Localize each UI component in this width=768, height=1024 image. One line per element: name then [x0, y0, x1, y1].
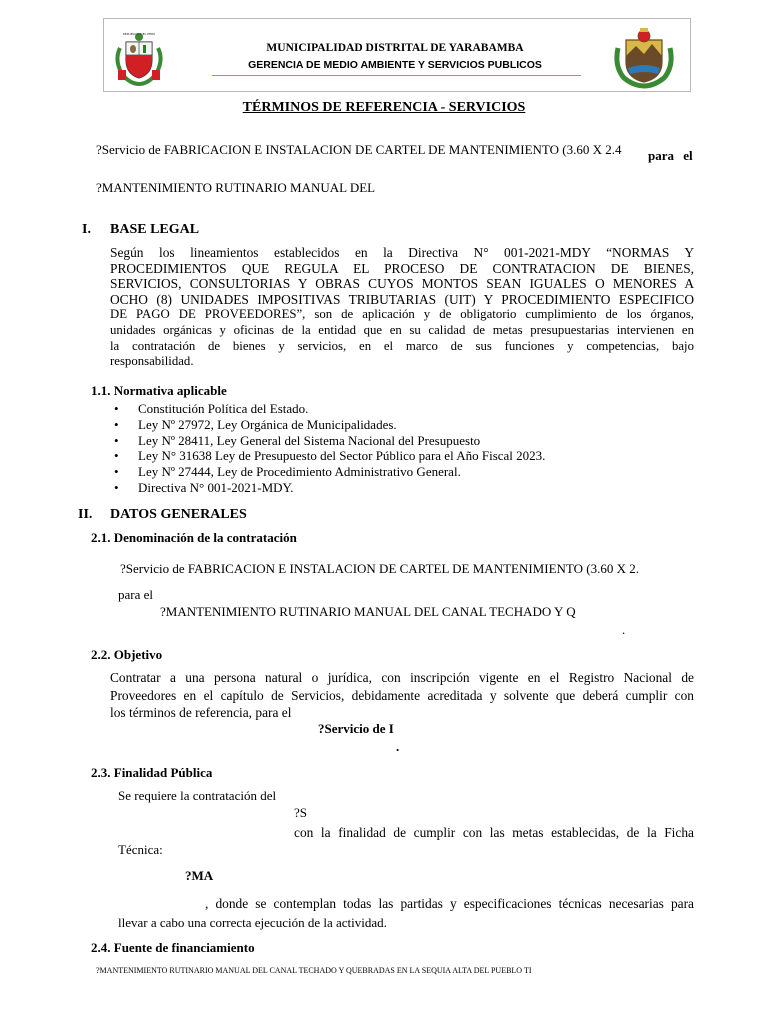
paragraph-line: Según los lineamientos establecidos en la Directiva N° 001-2021-MDY “NORMAS Y: [110, 245, 694, 260]
subsection-title-normativa: 1.1. Normativa aplicable: [91, 383, 227, 398]
paragraph-line: , donde se contemplan todas las partidas y especificaciones técnicas necesarias para: [205, 896, 694, 911]
subsection-title-denominacion: 2.1. Denominación de la contratación: [91, 530, 297, 545]
list-item: • Directiva N° 001-2021-MDY.: [112, 480, 545, 496]
period-mark: .: [622, 622, 626, 637]
maintenance-description-line: ?MANTENIMIENTO RUTINARIO MANUAL DEL: [96, 180, 376, 195]
finalidad-line: Técnica:: [118, 842, 163, 857]
section-title-datos-generales: DATOS GENERALES: [110, 507, 247, 522]
finalidad-line: Se requiere la contratación del: [118, 788, 277, 803]
service-fragment: ?Servicio de I: [318, 721, 394, 736]
header-divider: [212, 75, 581, 76]
list-item: • Ley Nº 27972, Ley Orgánica de Municipalidades.: [112, 417, 545, 433]
base-legal-paragraph: [110, 245, 694, 370]
service-description-line: ?Servicio de FABRICACION E INSTALACION DE CARTEL DE MANTENIMIENTO (3.60 X 2.4: [96, 142, 622, 157]
maintenance-fragment: ?MA: [185, 868, 214, 883]
period-mark: .: [396, 739, 400, 754]
list-item: • Ley Nº 28411, Ley General del Sistema Nacional del Presupuesto: [112, 433, 545, 449]
municipality-name: MUNICIPALIDAD DISTRITAL DE YARABAMBA: [266, 42, 524, 54]
paragraph-line: DE PAGO DE PROVEEDORES”, son de aplicación y de obligatorio cumplimiento de los órganos,: [110, 307, 694, 322]
subsection-title-finalidad: 2.3. Finalidad Pública: [91, 765, 213, 780]
finalidad-line: [205, 896, 694, 912]
paragraph-line: SERVICIOS, CONSULTORIAS Y OBRAS CUYOS MONTOS SEAN IGUALES O MENORES A: [110, 276, 694, 292]
svg-text:REPUBLICA DEL PERU: REPUBLICA DEL PERU: [122, 32, 156, 36]
maintenance-description-line: ?MANTENIMIENTO RUTINARIO MANUAL DEL CANAL TECHADO Y Q: [160, 604, 576, 619]
section-number: I.: [82, 222, 91, 237]
section-title-base-legal: BASE LEGAL: [110, 222, 200, 237]
service-description-line: ?Servicio de FABRICACION E INSTALACION DE CARTEL DE MANTENIMIENTO (3.60 X 2.: [120, 561, 639, 576]
paragraph-line: unidades orgánicas y oficinas de la entidad que en su calidad de metas presupuestarias intervienen en: [110, 322, 694, 337]
page-footer: ?MANTENIMIENTO RUTINARIO MANUAL DEL CANAL TECHADO Y QUEBRADAS EN LA SEQUIA ALTA DEL PUEBLO TI: [96, 966, 532, 975]
para-el-text: para el: [648, 148, 693, 163]
section-number: II.: [78, 507, 93, 522]
paragraph-line: OCHO (8) UNIDADES IMPOSITIVAS TRIBUTARIAS (UIT) Y PROCEDIMIENTO ESPECIFICO: [110, 291, 694, 307]
objetivo-paragraph: [110, 669, 694, 722]
list-item: • Ley N° 31638 Ley de Presupuesto del Sector Público para el Año Fiscal 2023.: [112, 448, 545, 464]
peru-coat-of-arms-icon: [112, 30, 166, 86]
yarabamba-shield-icon: [614, 26, 674, 88]
paragraph-line: con la finalidad de cumplir con las metas establecidas, de la Ficha: [294, 825, 694, 840]
paragraph-line: la contratación de bienes y servicios, en el marco de sus funciones y competencias, bajo: [110, 338, 694, 353]
finalidad-line: llevar a cabo una correcta ejecución de la actividad.: [118, 915, 387, 930]
subsection-title-objetivo: 2.2. Objetivo: [91, 647, 163, 662]
page-title: TÉRMINOS DE REFERENCIA - SERVICIOS: [242, 100, 526, 115]
service-fragment: ?S: [294, 805, 307, 820]
normativa-list: [112, 401, 545, 496]
paragraph-line: Proveedores en el capítulo de Servicios, debidamente acreditada y solvente que deberá cumplir con: [110, 687, 694, 703]
subsection-title-financiamiento: 2.4. Fuente de financiamiento: [91, 940, 255, 955]
department-name: GERENCIA DE MEDIO AMBIENTE Y SERVICIOS PUBLICOS: [248, 59, 542, 71]
document-header: [103, 18, 691, 92]
paragraph-line: Contratar a una persona natural o jurídica, con inscripción vigente en el Registro Nacional de: [110, 670, 694, 685]
paragraph-line: los términos de referencia, para el: [110, 705, 292, 720]
para-el-text: para el: [118, 587, 154, 602]
finalidad-line: [294, 825, 694, 841]
paragraph-line: responsabilidad.: [110, 354, 194, 369]
list-item: • Ley Nº 27444, Ley de Procedimiento Administrativo General.: [112, 464, 545, 480]
paragraph-line: PROCEDIMIENTOS QUE REGULA EL PROCESO DE CONTRATACION DE BIENES,: [110, 260, 694, 276]
list-item: • Constitución Política del Estado.: [112, 401, 545, 417]
